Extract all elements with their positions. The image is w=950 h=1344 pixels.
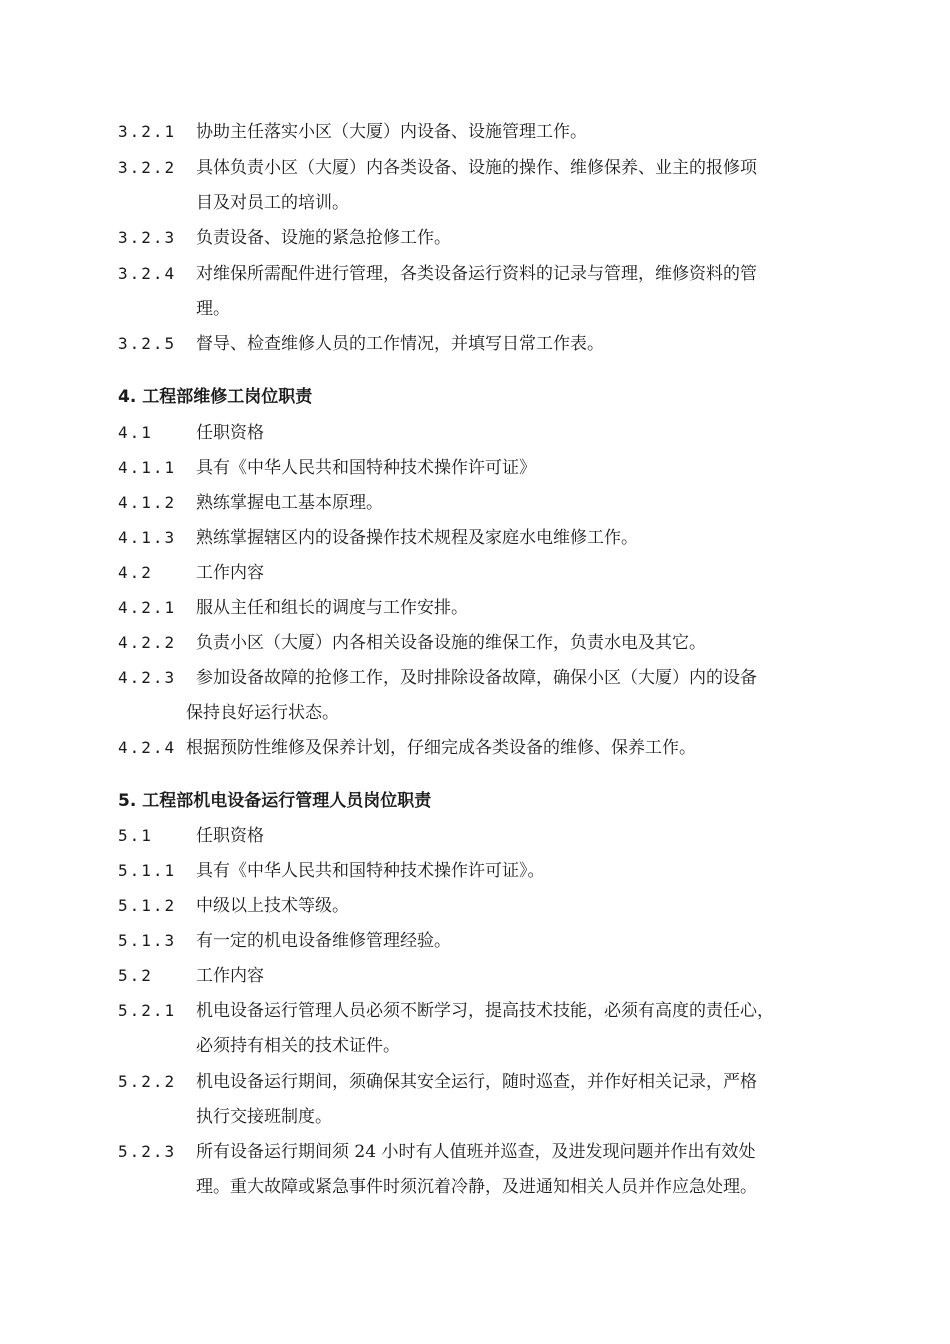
clause-number: 4.1.1 [118, 458, 177, 477]
clause-number: 5.2.2 [118, 1072, 177, 1091]
clause-number: 4.1.2 [118, 493, 177, 512]
clause-number: 5.2.1 [118, 1001, 177, 1020]
clause-number: 4.2.2 [118, 633, 177, 652]
clause-number: 4.2.4 [118, 738, 177, 757]
clause-number: 3.2.1 [118, 122, 177, 141]
clause-text: 参加设备故障的抢修工作，及时排除设备故障，确保小区（大厦）内的设备 [196, 668, 757, 688]
clause-text: 工作内容 [196, 966, 264, 986]
clause-number: 4.2.1 [118, 598, 177, 617]
section-4-heading: 4. 工程部维修工岗位职责 [118, 387, 313, 407]
clause-number: 3.2.4 [118, 264, 177, 283]
clause-3-2-4-continued: 理。 [196, 299, 230, 319]
clause-number: 3.2.3 [118, 228, 177, 247]
clause-number: 3.2.2 [118, 158, 177, 177]
clause-number: 5.1.3 [118, 931, 177, 950]
clause-text: 中级以上技术等级。 [196, 896, 349, 916]
clause-number: 5.1.2 [118, 896, 177, 915]
clause-text: 任职资格 [196, 826, 264, 846]
section-5-heading: 5. 工程部机电设备运行管理人员岗位职责 [118, 791, 432, 811]
clause-5-2-1-continued: 必须持有相关的技术证件。 [196, 1036, 400, 1056]
clause-number: 4.1 [118, 423, 153, 442]
clause-text: 任职资格 [196, 423, 264, 443]
clause-number: 3.2.5 [118, 334, 177, 353]
clause-text: 熟练掌握电工基本原理。 [196, 493, 383, 513]
clause-text: 熟练掌握辖区内的设备操作技术规程及家庭水电维修工作。 [196, 528, 638, 548]
clause-4-2-3-continued: 保持良好运行状态。 [186, 703, 339, 723]
clause-text: 具有《中华人民共和国特种技术操作许可证》 [196, 458, 536, 478]
clause-number: 5.1 [118, 826, 153, 845]
clause-text: 工作内容 [196, 563, 264, 583]
clause-text: 具体负责小区（大厦）内各类设备、设施的操作、维修保养、业主的报修项 [196, 158, 757, 178]
clause-text: 对维保所需配件进行管理，各类设备运行资料的记录与管理，维修资料的管 [196, 264, 757, 284]
clause-text: 协助主任落实小区（大厦）内设备、设施管理工作。 [196, 122, 587, 142]
clause-5-2-2-continued: 执行交接班制度。 [196, 1107, 332, 1127]
clause-text: 所有设备运行期间须 24 小时有人值班并巡查，及进发现问题并作出有效处 [196, 1142, 756, 1162]
clause-number: 4.1.3 [118, 528, 177, 547]
clause-text: 督导、检查维修人员的工作情况，并填写日常工作表。 [196, 334, 604, 354]
clause-number: 5.2 [118, 966, 153, 985]
clause-text: 机电设备运行管理人员必须不断学习，提高技术技能，必须有高度的责任心， [196, 1001, 774, 1021]
clause-number: 5.2.3 [118, 1142, 177, 1161]
clause-number: 4.2.3 [118, 668, 177, 687]
clause-3-2-2-continued: 目及对员工的培训。 [196, 193, 349, 213]
clause-number: 5.1.1 [118, 861, 177, 880]
clause-text: 服从主任和组长的调度与工作安排。 [196, 598, 468, 618]
clause-text: 根据预防性维修及保养计划，仔细完成各类设备的维修、保养工作。 [186, 738, 696, 758]
clause-text: 具有《中华人民共和国特种技术操作许可证》。 [196, 861, 545, 881]
clause-text: 负责设备、设施的紧急抢修工作。 [196, 228, 451, 248]
clause-text: 有一定的机电设备维修管理经验。 [196, 931, 451, 951]
clause-text: 负责小区（大厦）内各相关设备设施的维保工作，负责水电及其它。 [196, 633, 706, 653]
clause-5-2-3-continued: 理。重大故障或紧急事件时须沉着冷静，及进通知相关人员并作应急处理。 [196, 1177, 757, 1197]
clause-text: 机电设备运行期间，须确保其安全运行，随时巡查，并作好相关记录，严格 [196, 1072, 757, 1092]
clause-number: 4.2 [118, 563, 153, 582]
